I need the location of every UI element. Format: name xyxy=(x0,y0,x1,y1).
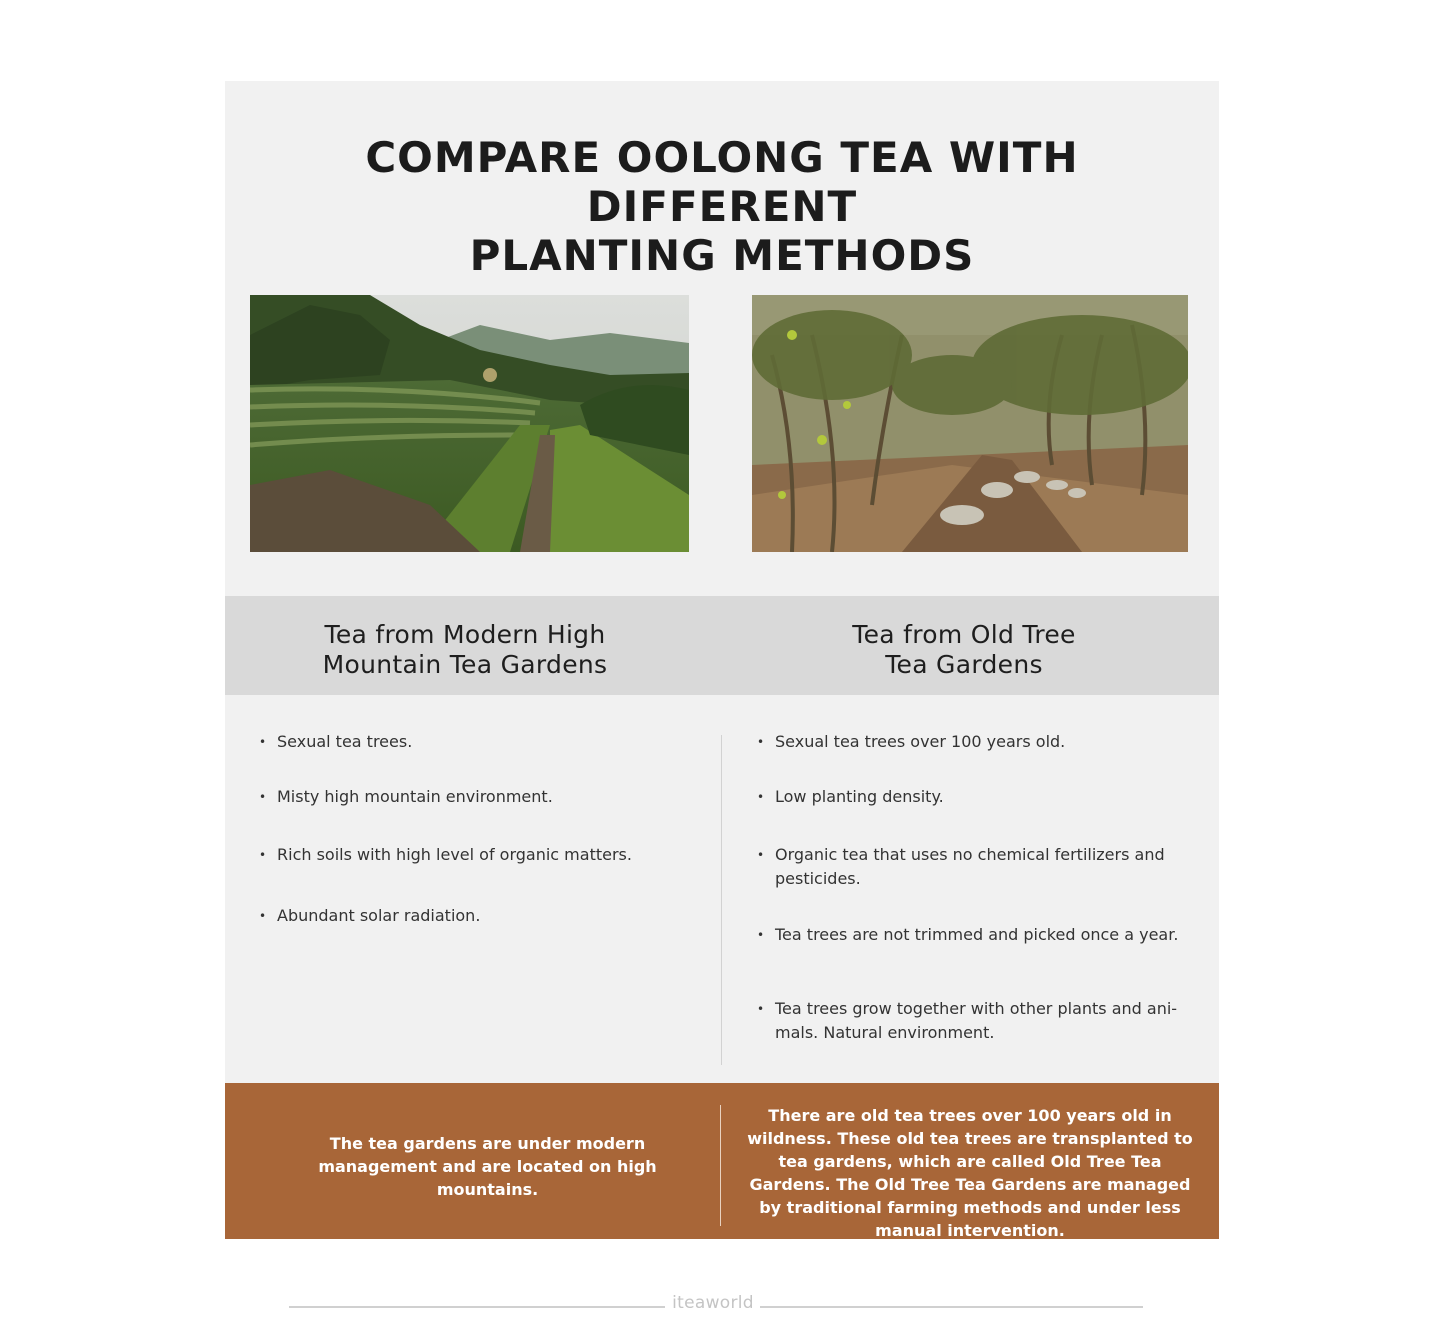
old-tree-garden-summary: There are old tea trees over 100 years old in wildness. These old tea trees are transplanted to tea gardens, which are called Old Tree Tea Gardens. The Old Tree Tea Gardens are managed by traditional farming methods and under less manual intervention. xyxy=(747,1106,1193,1240)
old-tree-garden-heading xyxy=(724,620,1204,680)
brand-rule-left xyxy=(289,1306,665,1308)
list-item: • Misty high mountain environment. xyxy=(259,785,699,809)
modern-garden-summary: The tea gardens are under modern management and are located on high mountains. xyxy=(318,1134,657,1199)
list-item: • Abundant solar radiation. xyxy=(259,904,699,928)
list-item: • Sexual tea trees. xyxy=(259,730,699,754)
modern-garden-heading xyxy=(225,620,705,680)
list-item: • Low planting density. xyxy=(757,785,1189,809)
modern-garden-heading-line-2: Mountain Tea Gardens xyxy=(322,650,608,679)
title-line-1: COMPARE OOLONG TEA WITH DIFFERENT xyxy=(365,133,1079,231)
column-heading-band xyxy=(225,596,1219,695)
list-item: • Organic tea that uses no chemical fertilizers and pesticides. xyxy=(757,843,1189,891)
summary-band xyxy=(225,1083,1219,1239)
page-title xyxy=(225,133,1219,280)
old-tree-tea-garden-photo xyxy=(752,295,1188,552)
old-tree-garden-heading-line-2: Tea Gardens xyxy=(885,650,1043,679)
summary-divider xyxy=(720,1105,721,1226)
brand-logo: iteaworld xyxy=(672,1293,754,1313)
list-item: • Sexual tea trees over 100 years old. xyxy=(757,730,1189,754)
terraced-tea-garden-photo xyxy=(250,295,689,552)
list-item: • Rich soils with high level of organic matters. xyxy=(259,843,699,867)
modern-garden-heading-line-1: Tea from Modern High xyxy=(324,620,606,649)
column-divider xyxy=(721,735,722,1065)
title-line-2: PLANTING METHODS xyxy=(469,231,975,280)
brand-rule-right xyxy=(760,1306,1143,1308)
comparison-panel xyxy=(225,81,1219,1239)
old-tree-garden-heading-line-1: Tea from Old Tree xyxy=(852,620,1076,649)
list-item: • Tea trees grow together with other plants and ani-mals. Natural environment. xyxy=(757,997,1189,1045)
list-item: • Tea trees are not trimmed and picked once a year. xyxy=(757,923,1189,947)
